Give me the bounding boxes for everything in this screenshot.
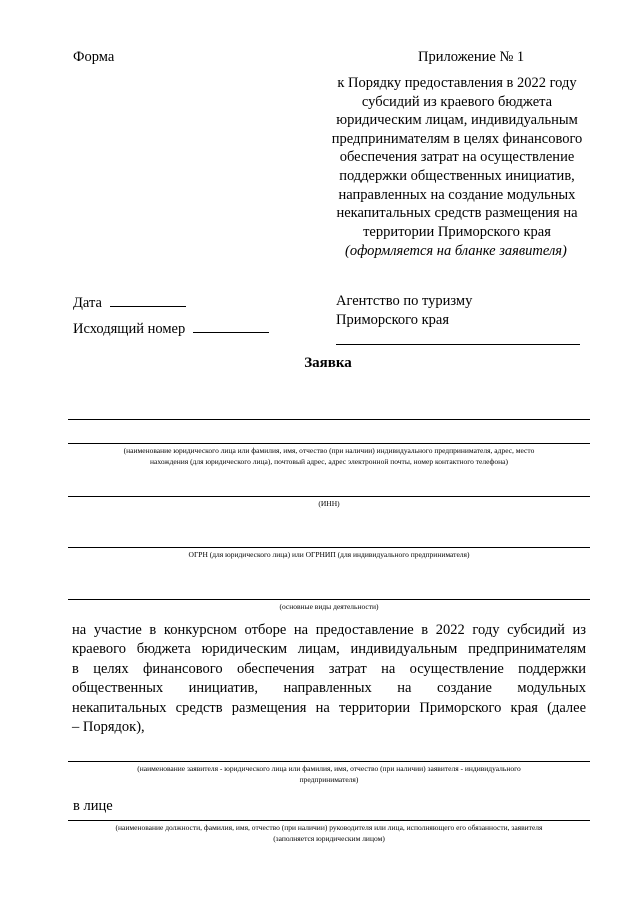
inn-caption: (ИНН) bbox=[318, 499, 340, 508]
applicant-caption bbox=[68, 445, 590, 467]
outgoing-number-label: Исходящий номер bbox=[73, 321, 186, 337]
applicant-name-caption-line: (наименование заявителя - юридического лица или фамилия, имя, отчество (при наличии) заявителя - индивидуального bbox=[137, 764, 521, 773]
applicant-name-caption-line: предпринимателя) bbox=[299, 775, 359, 784]
paragraph-line: общественных инициатив, направленных на создание модульных bbox=[72, 680, 586, 697]
paragraph-line: в целях финансового обеспечения затрат на осуществление поддержки bbox=[72, 660, 586, 677]
appendix-line: предпринимателям в целях финансового bbox=[331, 130, 583, 147]
representative-caption-line: (наименование должности, фамилия, имя, отчество (при наличии) руководителя или лица, исполняющего его обязанности, заявителя bbox=[115, 823, 543, 832]
date-field[interactable] bbox=[110, 292, 186, 307]
paragraph-line: – Порядок), bbox=[72, 719, 145, 736]
appendix-line: обеспечения затрат на осуществление bbox=[339, 149, 575, 166]
appendix-title: Приложение № 1 bbox=[418, 49, 525, 65]
outgoing-number-field[interactable] bbox=[193, 318, 269, 333]
paragraph-line: на участие в конкурсном отборе на предоставление в 2022 году субсидий из bbox=[72, 622, 586, 638]
applicant-line-2[interactable] bbox=[68, 443, 590, 444]
paragraph-line: краевого бюджета юридическим лицам, индивидуальным предпринимателям bbox=[72, 641, 586, 658]
representative-caption bbox=[68, 822, 590, 844]
date-label: Дата bbox=[73, 295, 102, 311]
inn-line[interactable] bbox=[68, 496, 590, 497]
appendix-line: поддержки общественных инициатив, bbox=[339, 167, 575, 184]
applicant-caption-line: (наименование юридического лица или фамилия, имя, отчество (при наличии) индивидуального предпринимателя, адрес, место bbox=[123, 446, 535, 455]
appendix-line: направленных на создание модульных bbox=[338, 186, 576, 203]
appendix-description bbox=[322, 74, 592, 241]
activity-caption: (основные виды деятельности) bbox=[279, 602, 379, 611]
recipient-line-2: Приморского края bbox=[336, 312, 450, 328]
representative-line[interactable] bbox=[68, 820, 590, 821]
representative-caption-line: (заполняется юридическим лицом) bbox=[273, 834, 385, 843]
appendix-line: субсидий из краевого бюджета bbox=[361, 93, 553, 110]
applicant-caption-line: нахождения (для юридического лица), почтовый адрес, адрес электронной почты, номер контактного телефона) bbox=[150, 457, 508, 466]
applicant-name-caption bbox=[68, 763, 590, 785]
applicant-name-line[interactable] bbox=[68, 761, 590, 762]
blank-note: (оформляется на бланке заявителя) bbox=[345, 243, 567, 259]
date-row bbox=[73, 292, 186, 313]
appendix-line: территории Приморского края bbox=[363, 223, 551, 240]
form-label: Форма bbox=[73, 49, 115, 65]
appendix-line: некапитальных средств размещения на bbox=[336, 205, 578, 222]
activity-line[interactable] bbox=[68, 599, 590, 600]
represented-by-label: в лице bbox=[73, 798, 113, 814]
appendix-line: юридическим лицам, индивидуальным bbox=[336, 112, 578, 129]
ogrn-line[interactable] bbox=[68, 547, 590, 548]
request-paragraph bbox=[72, 621, 586, 737]
paragraph-line: некапитальных средств размещения на территории Приморского края (далее bbox=[72, 699, 586, 716]
recipient-line-1: Агентство по туризму bbox=[336, 293, 473, 309]
outgoing-row bbox=[73, 318, 269, 339]
document-title: Заявка bbox=[304, 355, 352, 371]
appendix-line: к Порядку предоставления в 2022 году bbox=[337, 75, 577, 91]
ogrn-caption: ОГРН (для юридического лица) или ОГРНИП (для индивидуального предпринимателя) bbox=[188, 550, 470, 559]
applicant-line-1[interactable] bbox=[68, 419, 590, 420]
recipient-underline bbox=[336, 344, 580, 345]
